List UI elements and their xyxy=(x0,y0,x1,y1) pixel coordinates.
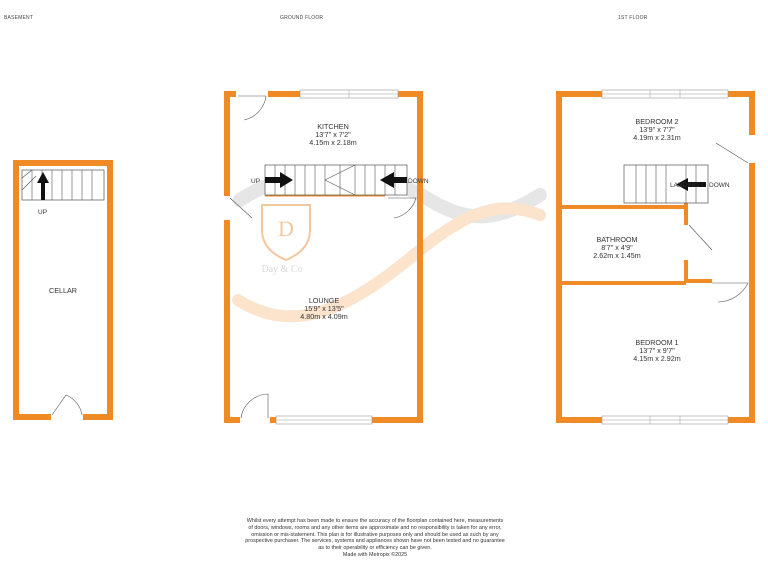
kitchen-name: KITCHEN xyxy=(317,122,349,131)
first-floor-plan xyxy=(559,90,756,424)
bedroom1-door xyxy=(712,283,748,302)
first-floor-title: 1ST FLOOR xyxy=(618,15,648,21)
ground-stairs-down-label: DOWN xyxy=(408,178,429,185)
bedroom1-metric: 4.15m x 2.92m xyxy=(633,354,681,363)
basement-plan xyxy=(16,163,110,422)
cellar-name: CELLAR xyxy=(49,286,77,295)
stair-arrow-up-icon xyxy=(37,172,49,183)
disclaimer xyxy=(215,518,535,559)
basement-title: BASEMENT xyxy=(4,15,34,21)
watermark-text: Day & Co xyxy=(261,264,303,275)
bedroom1-name: BEDROOM 1 xyxy=(635,338,679,347)
disclaimer-line: as to their operability or efficiency can be given. xyxy=(318,545,432,552)
lounge-metric: 4.80m x 4.09m xyxy=(300,312,348,321)
cellar-door-gap xyxy=(51,412,83,422)
bathroom-name: BATHROOM xyxy=(596,235,638,244)
basement-stairs-up-label: UP xyxy=(38,209,48,216)
bathroom-imperial: 8'7" x 4'9" xyxy=(601,243,633,252)
ground-floor-stairs xyxy=(265,165,407,195)
first-floor-walls xyxy=(559,94,752,420)
bedroom2-metric: 4.19m x 2.31m xyxy=(633,133,681,142)
kitchen-imperial: 13'7" x 7'2" xyxy=(315,130,351,139)
basement-stairs xyxy=(22,170,104,200)
bedroom1-imperial: 13'7" x 9'7" xyxy=(639,346,675,355)
ground-floor-plan xyxy=(223,90,429,424)
first-landing-label: LANDING xyxy=(670,182,699,189)
bedroom2-door xyxy=(716,143,748,163)
stair-door-swing xyxy=(388,198,416,218)
kitchen-door-swing xyxy=(238,96,266,120)
lounge-imperial: 15'9" x 13'5" xyxy=(304,304,344,313)
lounge-name: LOUNGE xyxy=(308,296,340,305)
bathroom-door xyxy=(689,225,712,250)
bedroom2-name: BEDROOM 2 xyxy=(635,117,679,126)
disclaimer-line: Whilst every attempt has been made to ensure the accuracy of the floorplan contained here, measurements xyxy=(246,518,504,524)
first-stairs-down-label: DOWN xyxy=(709,182,730,189)
disclaimer-line: of doors, windows, rooms and any other items are approximate and no responsibility is taken for any error, xyxy=(248,524,502,531)
disclaimer-line: Made with Metropix ©2025 xyxy=(342,551,408,558)
bathroom-metric: 2.62m x 1.45m xyxy=(593,251,641,260)
ground-floor-title: GROUND FLOOR xyxy=(280,15,324,21)
kitchen-metric: 4.15m x 2.18m xyxy=(309,138,357,147)
front-door-swing xyxy=(241,394,268,418)
ground-stairs-up-label: UP xyxy=(251,178,261,185)
disclaimer-line: prospective purchaser. The services, systems and appliances shown have not been tested and no guarantee xyxy=(245,538,505,545)
bedroom2-imperial: 13'9" x 7'7" xyxy=(639,125,675,134)
watermark-letter: D xyxy=(278,216,294,241)
disclaimer-line: omission or mis-statement. This plan is for illustrative purposes only and should be used as such by any xyxy=(251,531,499,538)
